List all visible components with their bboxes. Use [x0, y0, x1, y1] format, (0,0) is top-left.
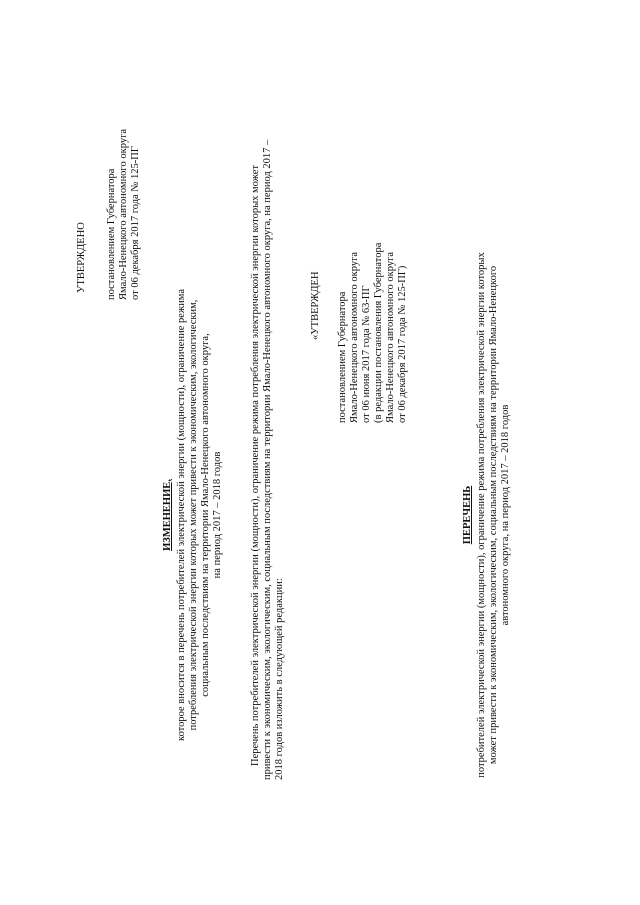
subtitle-line: которое вносится в перечень потребителей электрической энергии (мощности), ограничение режима — [176, 289, 187, 741]
paragraph-line: Перечень потребителей электрической энергии (мощности), ограничение режима потребления электрической энергии которых может — [250, 165, 261, 766]
list-heading: ПЕРЕЧЕНЬ — [462, 485, 473, 545]
intro-paragraph — [250, 139, 286, 780]
subtitle-line: на период 2017 – 2018 годов — [212, 451, 223, 579]
paragraph-line: привести к экономическим, экологическим, социальным последствиям на территории Ямало-Ненецкого автономного округа, на период 2017 – — [262, 139, 273, 780]
subtitle-line: потребителей электрической энергии (мощности), ограничение режима потребления электрической энергии которых — [476, 252, 487, 778]
approval-line: от 06 декабря 2017 года № 125-ПГ) — [397, 265, 408, 423]
approval-line: Ямало-Ненецкого автономного округа — [118, 128, 129, 300]
list-subtitle — [476, 235, 512, 795]
change-subtitle — [176, 285, 224, 745]
approval-line: постановлением Губернатора — [337, 291, 348, 423]
paragraph-line: 2018 годов изложить в следующей редакции: — [274, 578, 285, 780]
approval-stamp-details — [106, 60, 142, 300]
approval-line: Ямало-Ненецкого автономного округа — [385, 251, 396, 423]
approval-line: от 06 декабря 2017 года № 125-ПГ — [130, 146, 141, 300]
approval-stamp-details-second — [337, 83, 409, 423]
approval-line: от 06 июня 2017 года № 63-ПГ — [361, 285, 372, 423]
subtitle-line: потребления электрической энергии которых может привести к экономическим, экологическим, — [188, 299, 199, 731]
approval-stamp-title-second: «УТВЕРЖДЕН — [310, 271, 321, 340]
approval-line: постановлением Губернатора — [106, 168, 117, 300]
approval-line: (в редакции постановления Губернатора — [373, 242, 384, 423]
subtitle-line: социальным последствиям на территории Ямало-Ненецкого автономного округа, — [200, 333, 211, 697]
subtitle-line: может привести к экономическим, экологическим, социальным последствиям на территории Ямало-Ненецкого — [488, 265, 499, 765]
subtitle-line: автономного округа, на период 2017 – 2018 годов — [500, 404, 511, 626]
approval-line: Ямало-Ненецкого автономного округа — [349, 251, 360, 423]
change-heading: ИЗМЕНЕНИЕ, — [162, 479, 173, 551]
approval-stamp-title: УТВЕРЖДЕНО — [76, 222, 87, 293]
